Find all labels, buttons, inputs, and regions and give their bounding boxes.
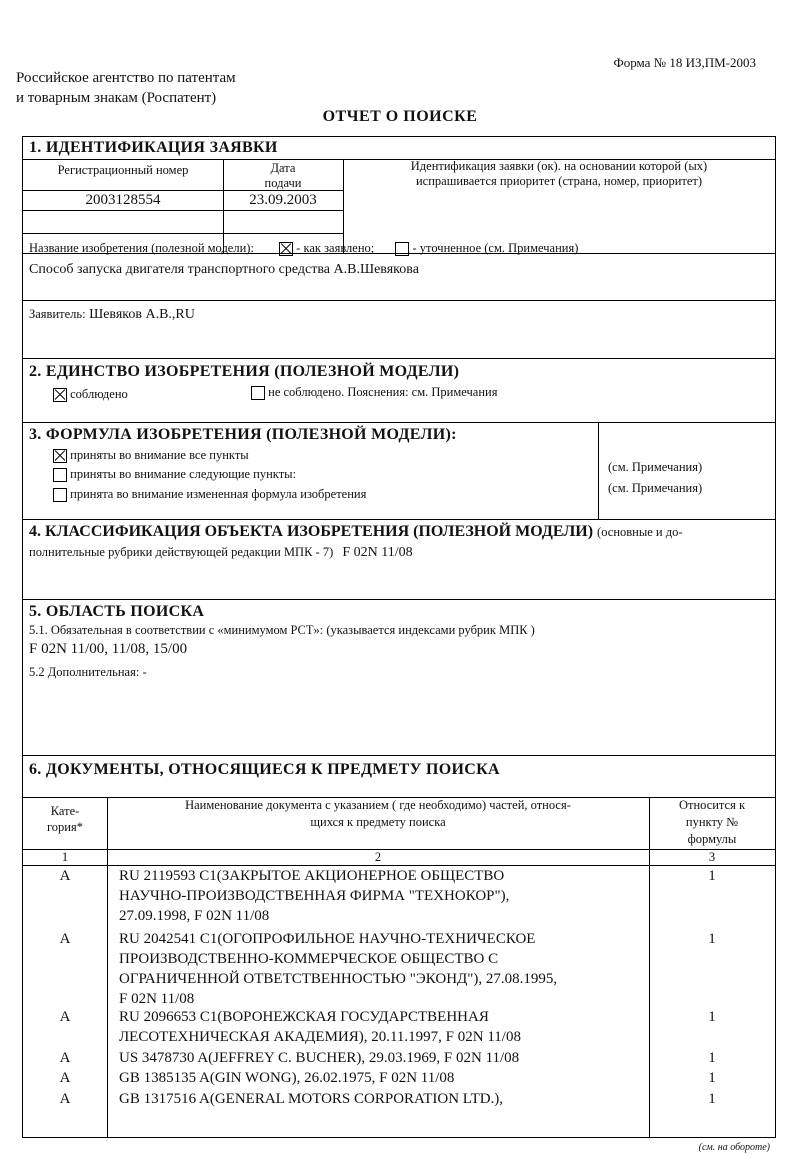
document-citation [119,929,647,1009]
applicant-label: Заявитель: [29,307,86,321]
col-category-header: Кате- гория* [46,804,83,834]
col-document-header: Наименование документа с указанием ( где необходимо) частей, относя- щихся к предмету поиска [185,798,571,829]
claims-option-following [53,467,296,482]
section-6-heading: 6. ДОКУМЕНТЫ, ОТНОСЯЩИЕСЯ К ПРЕДМЕТУ ПОИСКА [29,761,500,778]
col-number-2: 2 [374,850,382,864]
clarified-checkbox[interactable] [395,242,409,256]
document-citation-line: ПРОИЗВОДСТВЕННО-КОММЕРЧЕСКОЕ ОБЩЕСТВО С [119,951,499,967]
document-claim: 1 [708,1050,716,1066]
invention-name-row [29,241,578,256]
invention-name: Способ запуска двигателя транспортного средства А.В.Шевякова [29,262,419,277]
document-claim: 1 [708,1091,716,1107]
document-citation-line: ОГРАНИЧЕННОЙ ОТВЕТСТВЕННОСТЬЮ "ЭКОНД"), 27.08.1995, [119,971,558,987]
claims-all-checkbox[interactable] [53,449,67,463]
unity-not-observed-label: не соблюдено. Пояснения: см. Примечания [268,385,498,399]
claims-following-label: приняты во внимание следующие пункты: [70,467,297,481]
filing-date-label: Дата подачи [264,161,302,190]
document-citation [119,1068,647,1088]
document-citation [119,1007,647,1047]
unity-observed [53,387,128,402]
document-citation-line: RU 2042541 C1(ОГОПРОФИЛЬНОЕ НАУЧНО-ТЕХНИЧЕСКОЕ [119,931,536,947]
continued-note: (см. на обороте) [698,1142,770,1153]
document-citation-line: ЛЕСОТЕХНИЧЕСКАЯ АКАДЕМИЯ), 20.11.1997, F 02N 11/08 [119,1029,521,1045]
ipc-classification-label: полнительные рубрики действующей редакции МПК - 7) [29,545,334,559]
additional-scope: 5.2 Дополнительная: - [29,665,147,679]
document-citation-line: US 3478730 A(JEFFREY C. BUCHER), 29.03.1969, F 02N 11/08 [119,1050,520,1066]
unity-not-observed [251,385,497,400]
mandatory-scope-label: 5.1. Обязательная в соответствии с «минимумом PCT»: (указывается индексами рубрик МПК ) [29,623,535,637]
section-3-heading: 3. ФОРМУЛА ИЗОБРЕТЕНИЯ (ПОЛЕЗНОЙ МОДЕЛИ): [29,426,457,443]
claims-note-1: (см. Примечания) [608,460,703,474]
filing-date-value: 23.09.2003 [249,192,317,208]
document-citation-line: RU 2119593 C1(ЗАКРЫТОЕ АКЦИОНЕРНОЕ ОБЩЕСТВО [119,868,505,884]
claims-option-amended [53,487,366,502]
document-category: A [59,1009,71,1025]
unity-observed-label: соблюдено [70,387,128,401]
section-5-heading: 5. ОБЛАСТЬ ПОИСКА [29,603,205,620]
reg-number-label: Регистрационный номер [57,163,189,177]
ipc-classification [29,545,413,561]
document-category: A [59,1091,71,1107]
applicant-row [29,307,195,323]
claims-amended-checkbox[interactable] [53,488,67,502]
document-citation-line: GB 1385135 A(GIN WONG), 26.02.1975, F 02N 11/08 [119,1070,455,1086]
unity-not-observed-checkbox[interactable] [251,386,265,400]
ipc-classification-code: F 02N 11/08 [342,545,413,560]
document-citation-line: RU 2096653 C1(ВОРОНЕЖСКАЯ ГОСУДАРСТВЕННАЯ [119,1009,489,1025]
document-claim: 1 [708,931,716,947]
agency-name [16,68,236,108]
col-number-3: 3 [708,850,716,864]
priority-label: Идентификация заявки (ок). на основании которой (ых) испрашивается приоритет (страна, номер, приоритет) [410,159,708,188]
as-stated-label: - как заявлено; [296,241,375,255]
report-title: ОТЧЕТ О ПОИСКЕ [322,108,478,125]
document-category: A [59,1070,71,1086]
agency-line-2: и товарным знакам (Роспатент) [16,90,217,106]
document-claim: 1 [708,1009,716,1025]
section-1-heading: 1. ИДЕНТИФИКАЦИЯ ЗАЯВКИ [29,139,278,156]
section-4-heading-row [29,523,683,541]
applicant-value: Шевяков А.В.,RU [89,307,195,322]
clarified-label: - уточненное (см. Примечания) [412,241,579,255]
section-2-heading: 2. ЕДИНСТВО ИЗОБРЕТЕНИЯ (ПОЛЕЗНОЙ МОДЕЛИ) [29,363,460,380]
invention-name-label: Название изобретения (полезной модели): [29,241,254,255]
document-citation [119,1048,647,1068]
claims-all-label: приняты во внимание все пункты [70,448,249,462]
as-stated-checkbox[interactable] [279,242,293,256]
document-citation [119,1089,647,1109]
document-claim: 1 [708,868,716,884]
document-citation [119,866,647,926]
document-citation-line: НАУЧНО-ПРОИЗВОДСТВЕННАЯ ФИРМА "ТЕХНОКОР"), [119,888,510,904]
claims-following-checkbox[interactable] [53,468,67,482]
document-category: A [59,1050,71,1066]
report-form [22,136,776,1138]
mandatory-scope-value: F 02N 11/00, 11/08, 15/00 [29,641,188,657]
document-category: A [59,931,71,947]
document-citation-line: GB 1317516 A(GENERAL MOTORS CORPORATION LTD.), [119,1091,504,1107]
claims-option-all [53,448,249,463]
section-4-heading: 4. КЛАССИФИКАЦИЯ ОБЪЕКТА ИЗОБРЕТЕНИЯ (ПОЛЕЗНОЙ МОДЕЛИ) [29,523,594,540]
document-claim: 1 [708,1070,716,1086]
agency-line-1: Российское агентство по патентам [16,70,236,86]
claims-amended-label: принята во внимание измененная формула изобретения [70,487,367,501]
form-number: Форма № 18 ИЗ,ПМ-2003 [613,55,756,70]
document-citation-line: F 02N 11/08 [119,991,195,1007]
col-number-1: 1 [61,850,69,864]
claims-note-2: (см. Примечания) [608,481,703,495]
document-citation-line: 27.09.1998, F 02N 11/08 [119,908,270,924]
reg-number-value: 2003128554 [85,192,161,208]
col-claim-header: Относится к пункту № формулы [678,798,746,846]
unity-observed-checkbox[interactable] [53,388,67,402]
section-4-heading-tail: (основные и до- [597,525,683,539]
document-category: A [59,868,71,884]
